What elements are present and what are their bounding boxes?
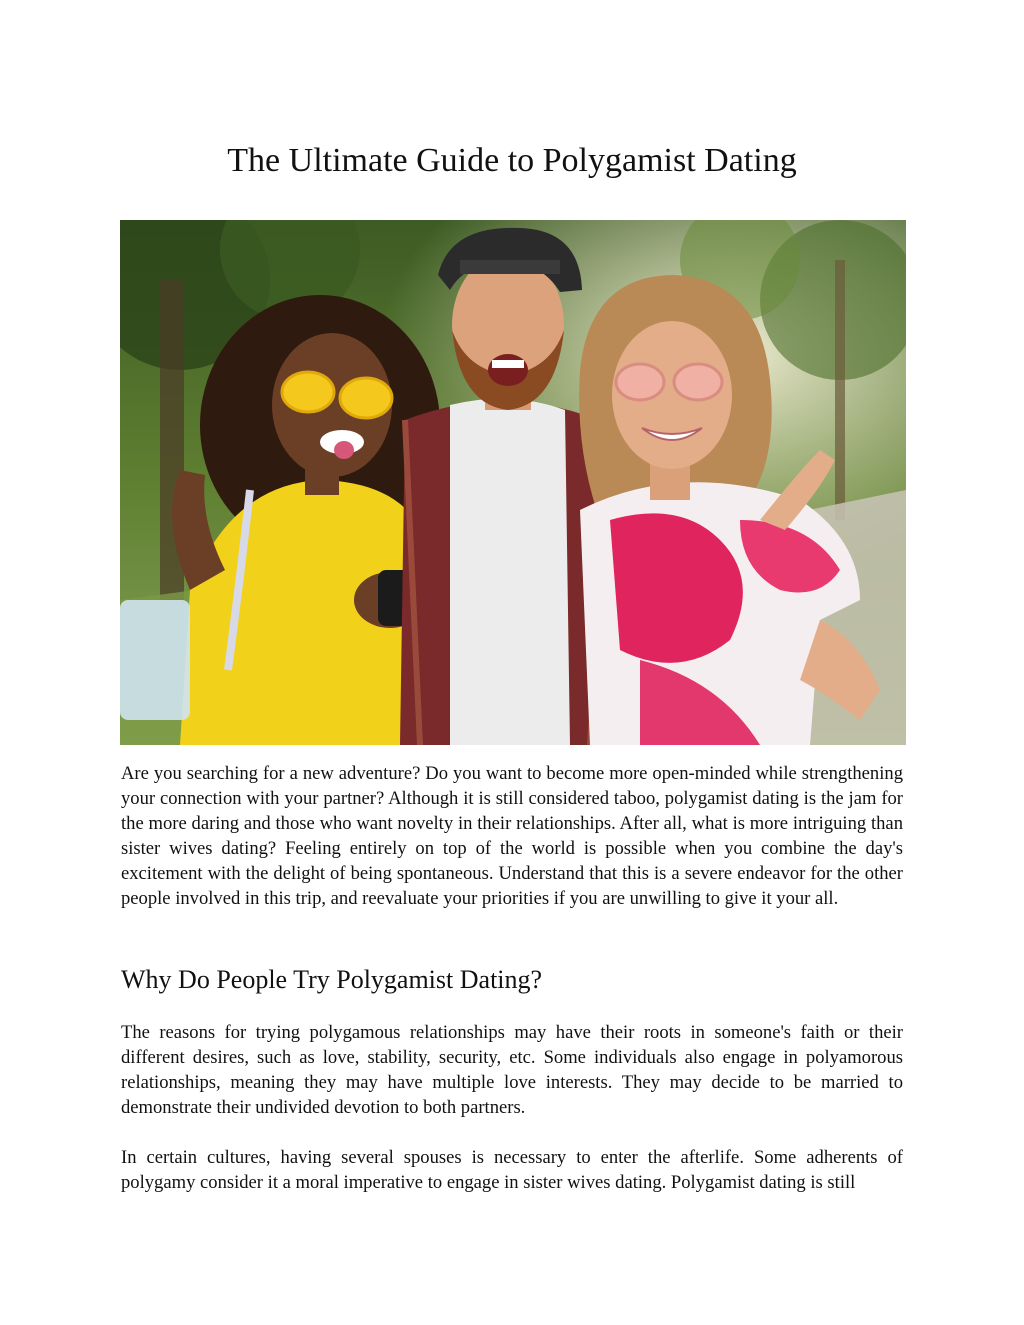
tree-trunk (160, 280, 184, 620)
hero-photo-illustration (120, 220, 906, 745)
page-title: The Ultimate Guide to Polygamist Dating (227, 142, 797, 179)
section-paragraph-2: In certain cultures, having several spouses is necessary to enter the afterlife. Some adherents of polygamy consider it a moral imperative to engage in sister wives dating. Polygamist dating is still (121, 1147, 903, 1193)
section-paragraph-1: The reasons for trying polygamous relationships may have their roots in someone's faith or their different desires, such as love, stability, security, etc. Some individuals also engage in polyamorous relationships, meaning they may have multiple love interests. They may decide to be married to demonstrate their undivided devotion to both partners. (121, 1022, 903, 1118)
lamp-post (835, 260, 845, 520)
section-heading: Why Do People Try Polygamist Dating? (121, 965, 543, 994)
intro-paragraph: Are you searching for a new adventure? Do you want to become more open-minded while strengthening your connection with your partner? Although it is still considered taboo, polygamist dating is the jam for the more daring and those who want novelty in their relationships. After all, what is more intriguing than sister wives dating? Feeling entirely on top of the world is possible when you combine the day's excitement with the delight of being spontaneous. Understand that this is a severe endeavor for the other people involved in this trip, and reevaluate your priorities if you are unwilling to give it your all. (121, 763, 903, 909)
hero-photo (120, 220, 906, 745)
